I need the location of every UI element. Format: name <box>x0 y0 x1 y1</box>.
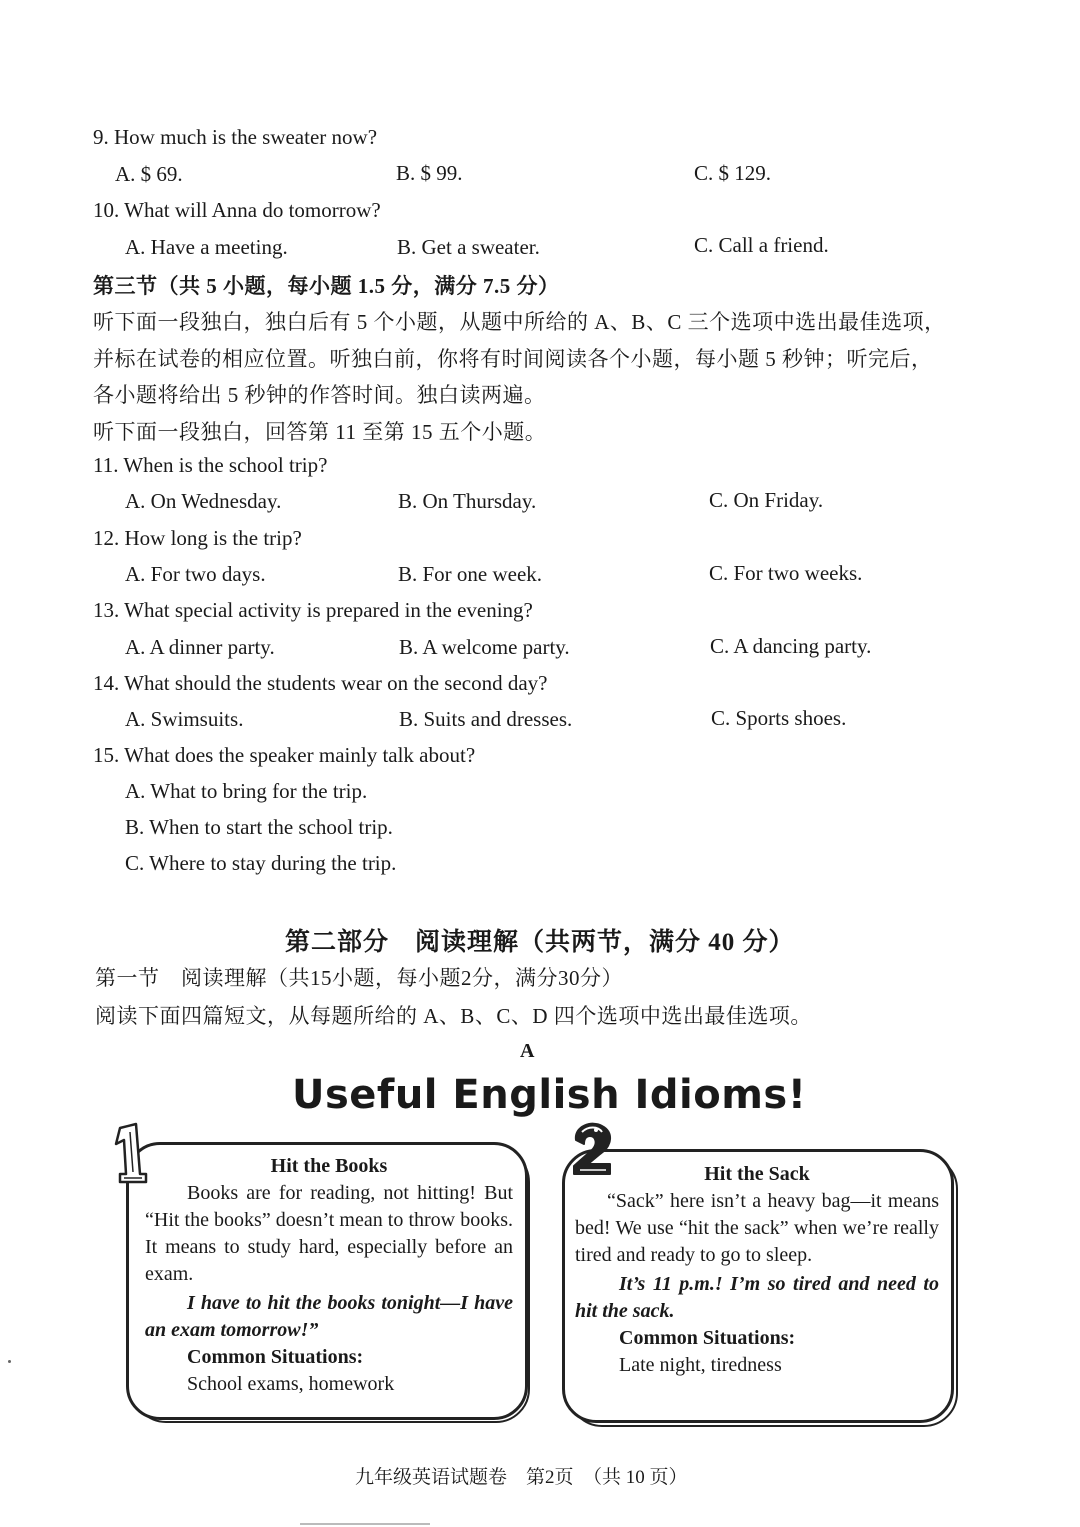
option-c: C. A dancing party. <box>710 634 872 658</box>
card-title: Hit the Books <box>270 1155 388 1177</box>
option-c: C. Sports shoes. <box>711 706 847 730</box>
option-b: B. A welcome party. <box>399 635 570 659</box>
option-c: C. $ 129. <box>694 161 772 185</box>
section-heading: 第三节（共 5 小题，每小题 1.5 分，满分 7.5 分） <box>93 274 560 298</box>
question-stem: 13. What special activity is prepared in the evening? <box>93 598 533 622</box>
instruction-line: 并标在试卷的相应位置。听独白前，你将有时间阅读各个小题，每小题 5 秒钟；听完后， <box>93 347 933 371</box>
passage-letter: A <box>520 1040 535 1062</box>
situations-label: Common Situations: <box>619 1327 796 1349</box>
question-stem: 9. How much is the sweater now? <box>93 125 378 149</box>
scan-edge-line <box>300 1523 430 1525</box>
situations-text: School exams, homework <box>187 1373 395 1395</box>
instruction-lead: 听下面一段独白，回答第 11 至第 15 五个小题。 <box>93 420 547 444</box>
situations-text: Late night, tiredness <box>619 1354 782 1376</box>
option-c: C. Where to stay during the trip. <box>125 851 397 875</box>
question-stem: 14. What should the students wear on the second day? <box>93 671 548 695</box>
idiom-card-hit-the-sack <box>562 1149 954 1423</box>
option-a: A. Swimsuits. <box>125 707 244 731</box>
section-heading: 第一节 阅读理解（共15小题，每小题2分，满分30分） <box>95 966 623 990</box>
page-footer: 九年级英语试题卷 第2页 （共 10 页） <box>355 1467 688 1488</box>
card-example: I have to hit the books tonight—I have an exam tomorrow!” <box>145 1292 513 1341</box>
instruction-line: 阅读下面四篇短文，从每题所给的 A、B、C、D 四个选项中选出最佳选项。 <box>95 1004 812 1028</box>
option-a: A. Have a meeting. <box>125 235 288 259</box>
idiom-card-hit-the-books <box>126 1142 528 1420</box>
card-title: Hit the Sack <box>704 1163 810 1185</box>
question-stem: 12. How long is the trip? <box>93 526 302 550</box>
card-example: It’s 11 p.m.! I’m so tired and need to hit the sack. <box>575 1273 939 1322</box>
option-c: C. Call a friend. <box>694 233 829 257</box>
option-b: B. When to start the school trip. <box>125 815 393 839</box>
option-c: C. For two weeks. <box>709 561 863 585</box>
option-b: B. $ 99. <box>396 161 463 185</box>
number-two-badge-icon <box>566 1118 622 1178</box>
card-body: Books are for reading, not hitting! But “Hit the books” doesn’t mean to throw books. It means to study hard, especially before an exam. <box>145 1182 513 1285</box>
option-b: B. Suits and dresses. <box>399 707 573 731</box>
option-b: B. On Thursday. <box>398 489 537 513</box>
instruction-line: 各小题将给出 5 秒钟的作答时间。独白读两遍。 <box>93 383 546 407</box>
question-stem: 11. When is the school trip? <box>93 453 328 477</box>
option-a: A. On Wednesday. <box>125 489 282 513</box>
option-a: A. $ 69. <box>115 162 183 186</box>
idioms-title: Useful English Idioms! <box>292 1072 807 1118</box>
part-title: 第二部分 阅读理解（共两节，满分 40 分） <box>285 929 795 956</box>
option-b: B. Get a sweater. <box>397 235 540 259</box>
instruction-line: 听下面一段独白，独白后有 5 个小题，从题中所给的 A、B、C 三个选项中选出最佳选项， <box>93 310 946 334</box>
question-stem: 15. What does the speaker mainly talk about? <box>93 743 476 767</box>
number-one-badge-icon <box>106 1122 154 1184</box>
option-b: B. For one week. <box>398 562 543 586</box>
situations-label: Common Situations: <box>187 1346 364 1368</box>
question-stem: 10. What will Anna do tomorrow? <box>93 198 381 222</box>
option-a: A. A dinner party. <box>125 635 275 659</box>
option-c: C. On Friday. <box>709 488 824 512</box>
card-body: “Sack” here isn’t a heavy bag—it means bed! We use “hit the sack” when we’re really tired and ready to go to sleep. <box>575 1190 939 1266</box>
option-a: A. What to bring for the trip. <box>125 779 368 803</box>
scan-speck <box>8 1360 11 1363</box>
option-a: A. For two days. <box>125 562 266 586</box>
